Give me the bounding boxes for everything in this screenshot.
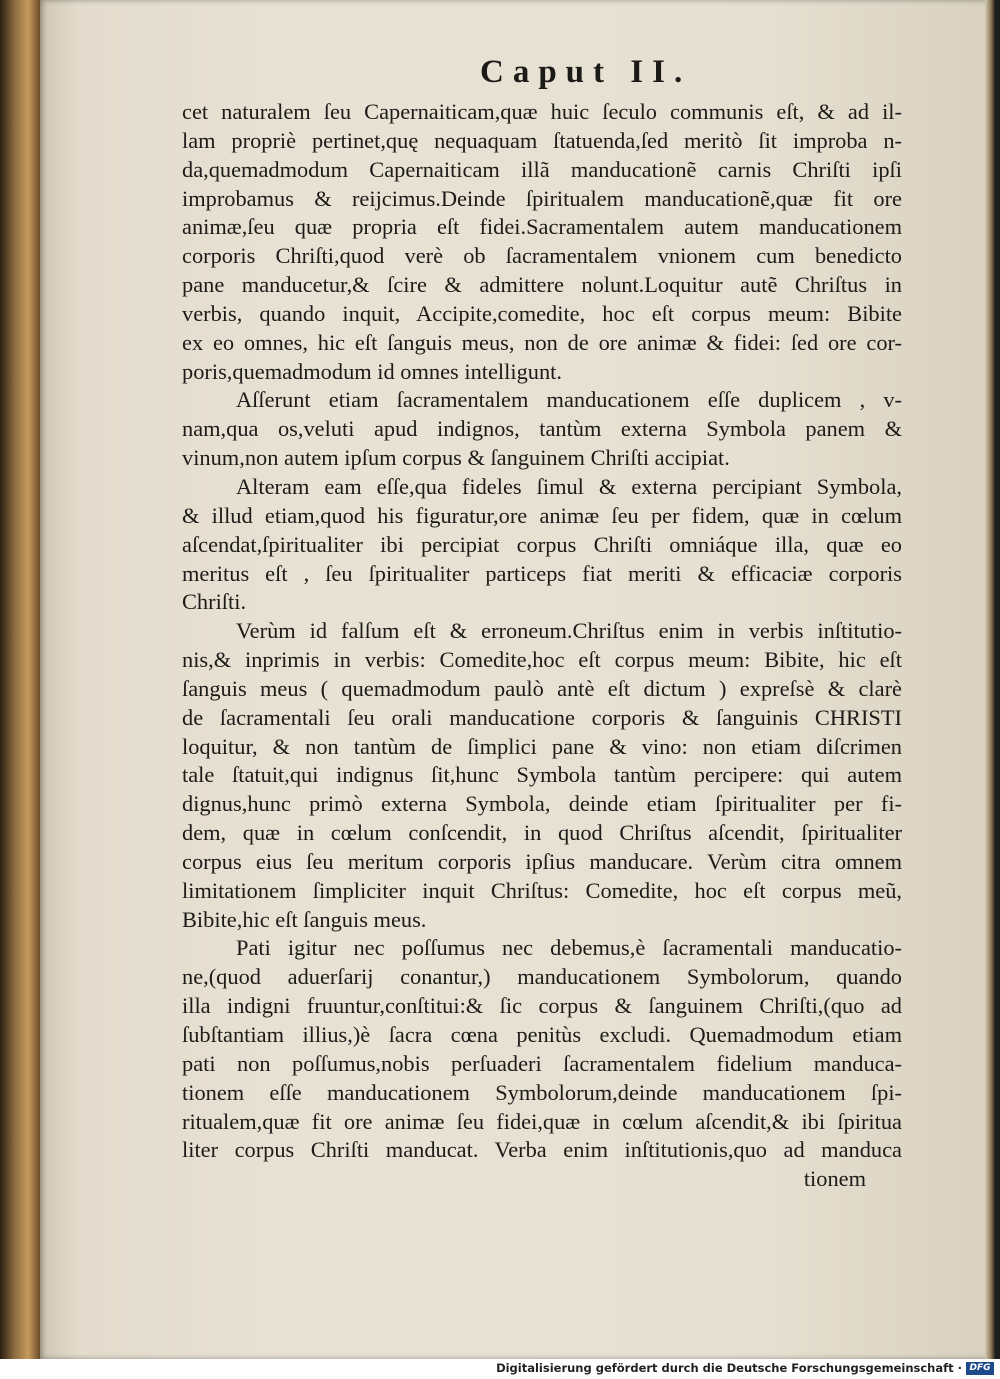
body-text (182, 98, 902, 1194)
text-line: lam propriè pertinet,quę nequaquam ſtatuenda,ſed meritò ſit improba n- (182, 127, 902, 153)
digitization-footer (0, 1359, 1000, 1379)
paragraph-first-line: Pati igitur nec poſſumus nec debemus,è ſacramentali manducatio- (236, 935, 902, 961)
paragraph-first-line: Aſſerunt etiam ſacramentalem manducationem eſſe duplicem , v- (236, 387, 902, 413)
text-line: cet naturalem ſeu Capernaiticam,quæ huic ſeculo communis eſt, & ad il- (182, 99, 902, 124)
text-line: illa indigni fruuntur,conſtitui:& ſic corpus & ſanguinem Chriſti,(quo ad (182, 993, 902, 1019)
text-line: ſanguis meus ( quemadmodum paulò antè eſt dictum ) expreſsè & clarè (182, 675, 902, 701)
text-line: animæ,ſeu quæ propria eſt fidei.Sacramentalem autem manducationem (182, 214, 902, 240)
text-line: de ſacramentali ſeu orali manducatione corporis & ſanguinis CHRISTI (182, 704, 902, 730)
text-line: nam,qua os,veluti apud indignos, tantùm externa Symbola panem & (182, 416, 902, 442)
catchword: tionem (803, 1166, 866, 1192)
text-line: Chriſti. (182, 589, 247, 615)
paragraph-first-line: Alteram eam eſſe,qua fideles ſimul & externa percipiant Symbola, (236, 473, 902, 499)
text-line: ſubſtantiam illius,)è ſacra cœna penitùs excludi. Quemadmodum etiam (182, 1022, 902, 1047)
paragraph-first-line: Verùm id falſum eſt & erroneum.Chriſtus enim in verbis inſtitutio- (236, 618, 902, 644)
page-edge-shadow (985, 0, 995, 1359)
text-line: nis,& inprimis in verbis: Comedite,hoc eſt corpus meum: Bibite, hic eſt (182, 647, 902, 673)
text-line: pati non poſſumus,nobis perſuaderi ſacramentalem fidelium manduca- (182, 1050, 902, 1076)
text-line: verbis, quando inquit, Accipite,comedite, hoc eſt corpus meum: Bibite (182, 300, 902, 326)
text-line: liter corpus Chriſti manducat. Verba enim inſtitutionis,quo ad manduca (182, 1137, 902, 1163)
text-line: ne,(quod aduerſarij conantur,) manducationem Symbolorum, quando (182, 964, 902, 990)
text-line: ex eo omnes, hic eſt ſanguis meus, non de ore animæ & fidei: ſed ore cor- (182, 329, 902, 355)
text-line: dem, quæ in cœlum conſcendit, in quod Chriſtus aſcendit, ſpiritualiter (182, 820, 902, 846)
text-line: corpus eius ſeu meritum corporis ipſius manducare. Verùm citra omnem (182, 848, 902, 874)
text-line: improbamus & reijcimus.Deinde ſpiritualem manducationẽ,quæ fit ore (182, 185, 902, 211)
text-line: tionem eſſe manducationem Symbolorum,deinde manducationem ſpi- (182, 1079, 902, 1105)
text-line: da,quemadmodum Capernaiticam illã manducationẽ carnis Chriſti ipſi (182, 156, 902, 182)
book-edge (0, 0, 40, 1359)
text-line: poris,quemadmodum id omnes intelligunt. (182, 358, 562, 384)
text-line: meritus eſt , ſeu ſpiritualiter particeps fiat meriti & efficaciæ corporis (182, 560, 902, 586)
text-line: ritualem,quæ fit ore animæ ſeu fidei,quæ in cœlum aſcendit,& ibi ſpiritua (182, 1108, 902, 1134)
text-line: corporis Chriſti,quod verè ob ſacramentalem vnionem cum benedicto (182, 243, 902, 269)
text-line: pane manducetur,& ſcire & admittere nolunt.Loquitur autẽ Chriſtus in (182, 272, 902, 298)
text-line: vinum,non autem ipſum corpus & ſanguinem Chriſti accipiat. (182, 445, 730, 471)
text-line: dignus,hunc primò externa Symbola, deinde etiam ſpiritualiter per fi- (182, 791, 902, 817)
text-line: aſcendat,ſpiritualiter ibi percipiat corpus Chriſti omniáque illa, quæ eo (182, 531, 902, 557)
running-header: Caput II. (480, 54, 692, 90)
text-line: tale ſtatuit,qui indignus ſit,hunc Symbola tantùm percipere: qui autem (182, 762, 902, 788)
text-line: loquitur, & non tantùm de ſimplici pane & vino: non etiam diſcrimen (182, 733, 902, 759)
dfg-logo-icon: DFG (966, 1362, 994, 1375)
funding-credit: Digitalisierung gefördert durch die Deutsche Forschungsgemeinschaft · (496, 1361, 962, 1375)
text-line: limitationem ſimpliciter inquit Chriſtus: Comedite, hoc eſt corpus meũ, (182, 877, 902, 903)
text-line: Bibite,hic eſt ſanguis meus. (182, 906, 427, 932)
text-line: & illud etiam,quod his figuratur,ore animæ ſeu per fidem, quæ in cœlum (182, 502, 902, 528)
